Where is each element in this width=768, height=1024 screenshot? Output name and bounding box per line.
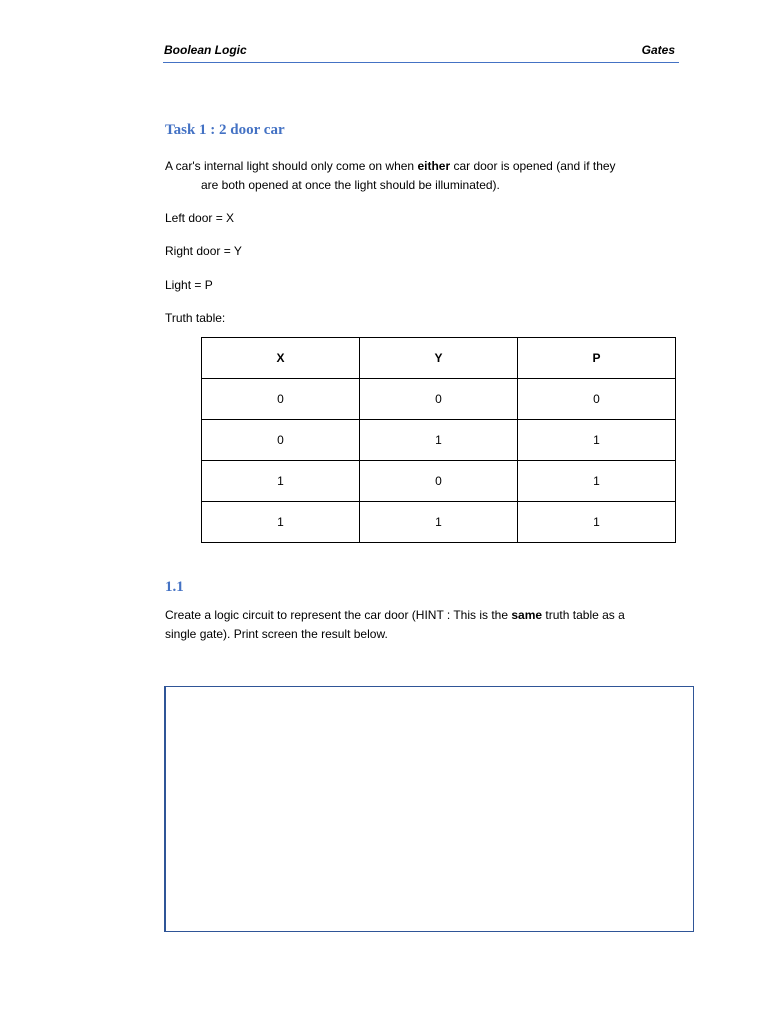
header-section: Gates bbox=[641, 43, 675, 57]
task-heading: Task 1 : 2 door car bbox=[165, 122, 285, 138]
instructions-part2: truth table as a bbox=[542, 608, 625, 622]
header-cell-p: P bbox=[518, 338, 676, 379]
table-cell: 1 bbox=[518, 502, 676, 543]
truth-table-header-row bbox=[202, 338, 676, 379]
table-cell: 1 bbox=[202, 502, 360, 543]
table-row bbox=[202, 461, 676, 502]
table-row bbox=[202, 379, 676, 420]
table-row bbox=[202, 502, 676, 543]
table-cell: 0 bbox=[202, 379, 360, 420]
intro-text-part1: A car's internal light should only come on when bbox=[165, 159, 418, 173]
table-cell: 0 bbox=[360, 461, 518, 502]
table-cell: 1 bbox=[202, 461, 360, 502]
left-door-definition: Left door = X bbox=[165, 211, 235, 225]
table-cell: 1 bbox=[360, 420, 518, 461]
page-header bbox=[163, 43, 679, 63]
instructions-part1: Create a logic circuit to represent the car door (HINT : This is the bbox=[165, 608, 512, 622]
table-cell: 1 bbox=[518, 420, 676, 461]
right-door-definition: Right door = Y bbox=[165, 244, 242, 258]
instructions-line2: single gate). Print screen the result below. bbox=[165, 627, 388, 641]
task-intro bbox=[165, 157, 675, 195]
instructions-bold: same bbox=[511, 608, 543, 622]
section-heading-1-1: 1.1 bbox=[165, 579, 184, 595]
truth-table bbox=[201, 337, 676, 543]
intro-text-bold: either bbox=[417, 159, 451, 173]
header-title: Boolean Logic bbox=[164, 43, 247, 57]
table-cell: 0 bbox=[202, 420, 360, 461]
section-1-1-instructions bbox=[165, 606, 675, 644]
intro-text-part2: car door is opened (and if they bbox=[450, 159, 616, 173]
table-cell: 1 bbox=[360, 502, 518, 543]
header-cell-y: Y bbox=[360, 338, 518, 379]
table-row bbox=[202, 420, 676, 461]
table-cell: 1 bbox=[518, 461, 676, 502]
header-cell-x: X bbox=[202, 338, 360, 379]
truth-table-label: Truth table: bbox=[165, 311, 226, 325]
answer-box[interactable] bbox=[164, 686, 694, 932]
table-cell: 0 bbox=[360, 379, 518, 420]
light-definition: Light = P bbox=[165, 278, 213, 292]
table-cell: 0 bbox=[518, 379, 676, 420]
intro-text-line2: are both opened at once the light should be illuminated). bbox=[201, 178, 500, 192]
